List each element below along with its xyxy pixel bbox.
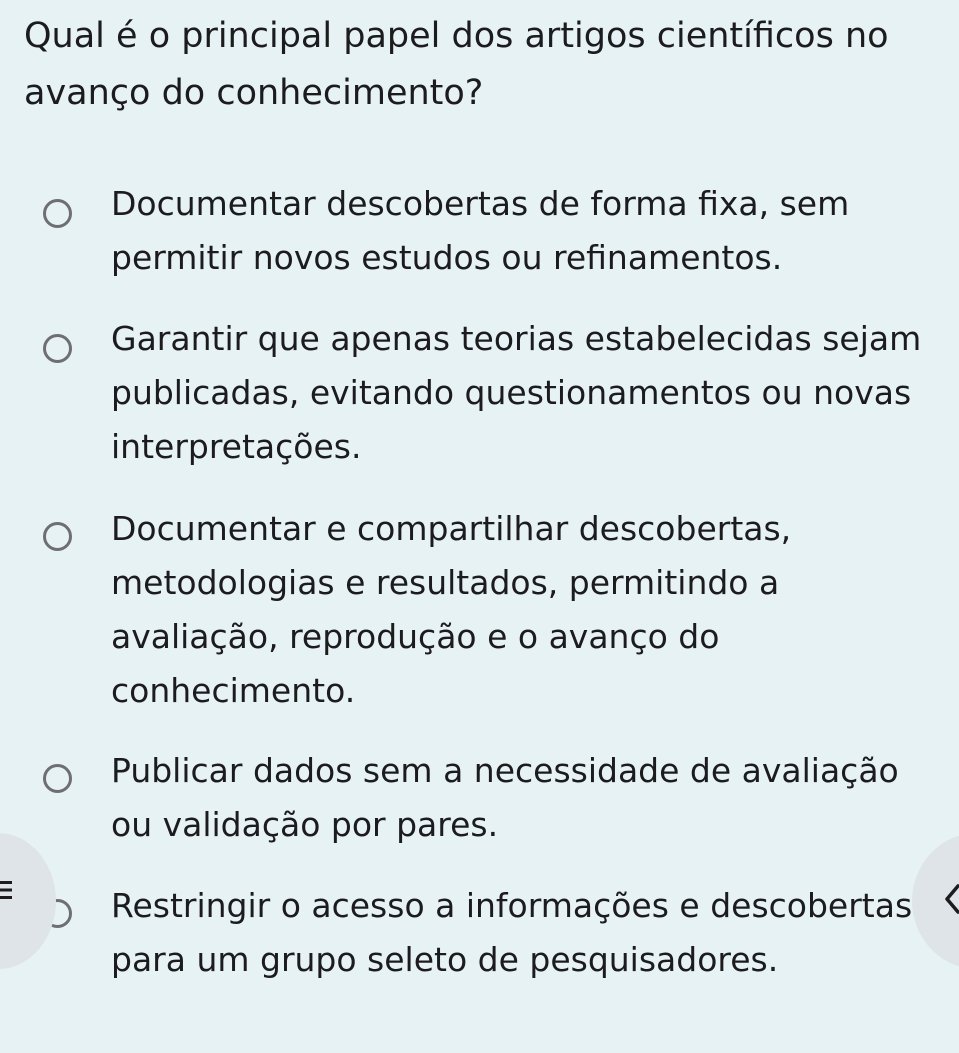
question-text: Qual é o principal papel dos artigos científicos no avanço do conhecimento? <box>24 16 889 113</box>
radio-button-icon[interactable] <box>43 522 72 551</box>
option-2[interactable] <box>0 312 959 477</box>
menu-icon[interactable] <box>0 880 16 900</box>
option-label: Restringir o acesso a informações e descobertas para um grupo seleto de pesquisadores. <box>111 886 913 979</box>
radio-button-icon[interactable] <box>43 199 72 228</box>
option-3[interactable] <box>0 502 959 720</box>
option-label: Documentar descobertas de forma fixa, sem permitir novos estudos ou refinamentos. <box>111 184 850 277</box>
radio-button-icon[interactable] <box>43 334 72 363</box>
option-4[interactable] <box>0 744 959 854</box>
radio-button-icon[interactable] <box>43 764 72 793</box>
option-1[interactable] <box>0 177 959 287</box>
option-5[interactable] <box>0 879 959 1044</box>
option-label: Garantir que apenas teorias estabelecidas sejam publicadas, evitando questionamentos ou novas interpretações. <box>111 319 922 466</box>
option-label: Documentar e compartilhar descobertas, metodologias e resultados, permitindo a avaliação, reprodução e o avanço do conhecimento. <box>111 509 792 710</box>
option-label: Publicar dados sem a necessidade de avaliação ou validação por pares. <box>111 751 899 844</box>
chevron-left-icon[interactable] <box>942 884 959 914</box>
